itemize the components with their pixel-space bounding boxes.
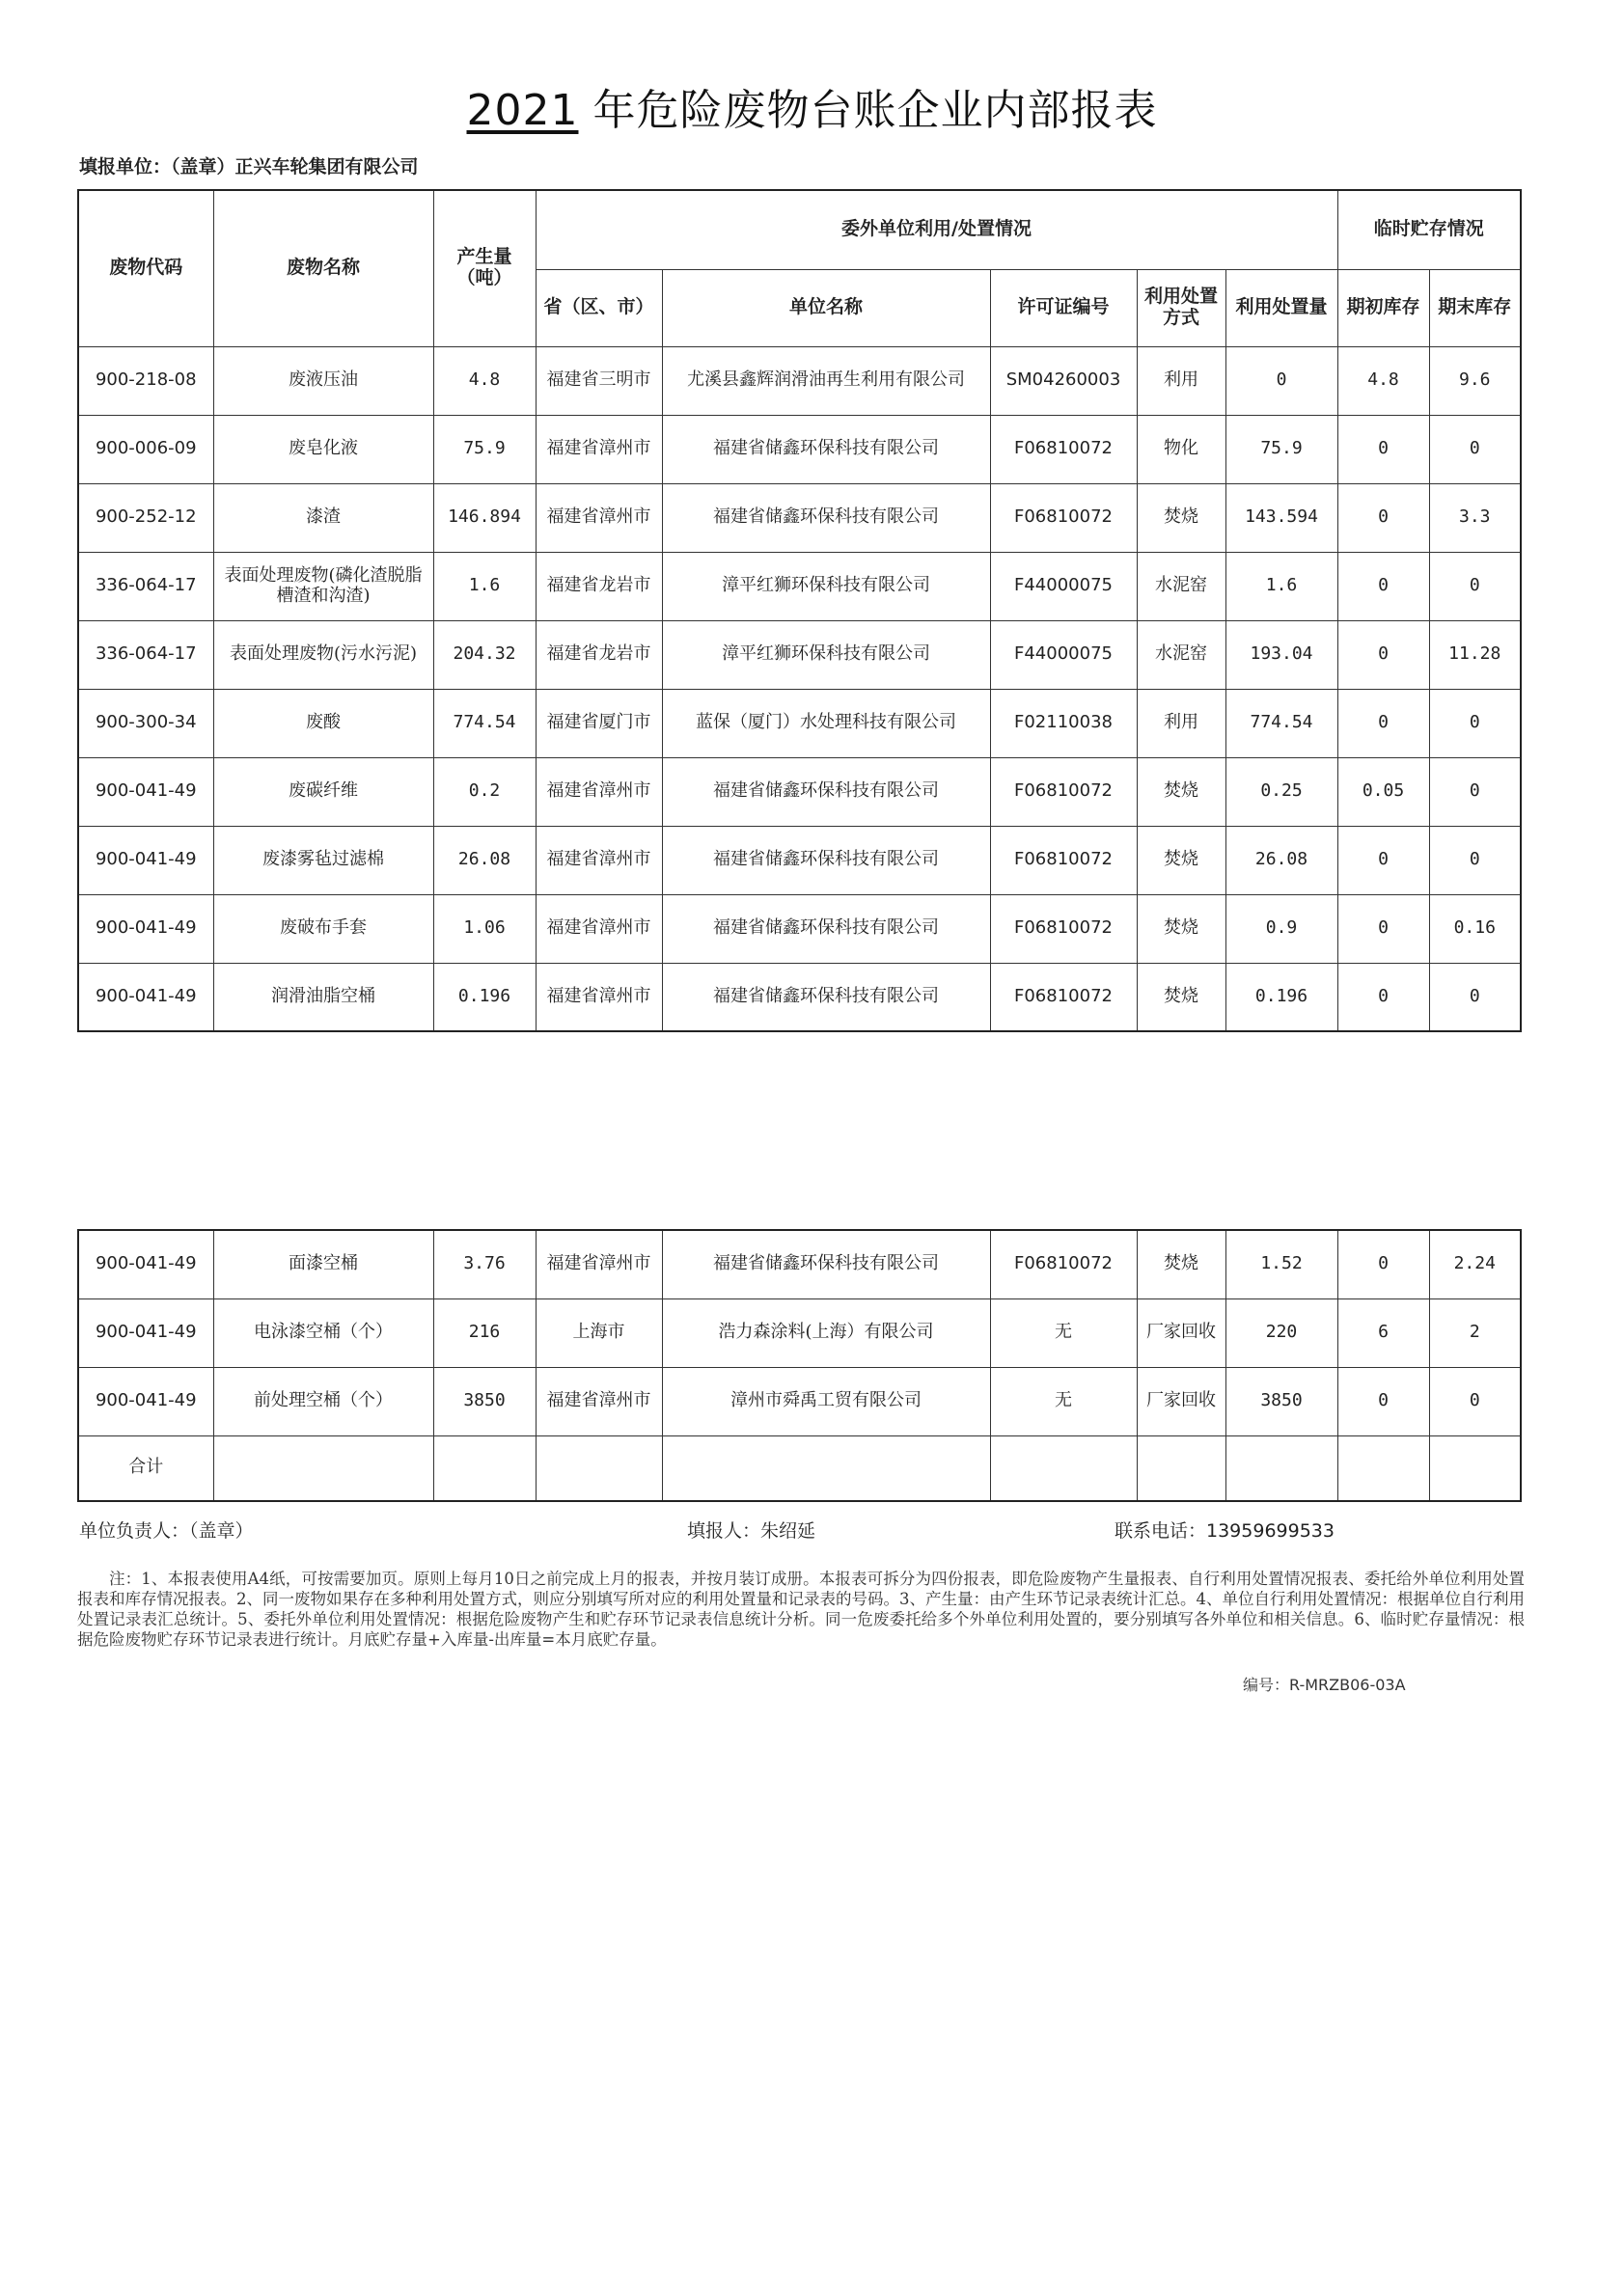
cell-end: 0 (1429, 757, 1521, 826)
ledger-table-page-2 (77, 1229, 1522, 1502)
cell-code: 336-064-17 (78, 552, 213, 620)
cell-begin: 4.8 (1337, 346, 1429, 415)
cell-end: 2.24 (1429, 1230, 1521, 1298)
cell-code: 900-041-49 (78, 826, 213, 894)
empty-cell (213, 1435, 433, 1501)
table-row (78, 415, 1521, 483)
cell-end: 0 (1429, 826, 1521, 894)
cell-method: 焚烧 (1137, 826, 1225, 894)
cell-amount: 220 (1225, 1298, 1337, 1367)
cell-name: 废液压油 (213, 346, 433, 415)
cell-amount: 1.52 (1225, 1230, 1337, 1298)
table-row (78, 1230, 1521, 1298)
cell-output: 1.6 (433, 552, 536, 620)
cell-name: 废碳纤维 (213, 757, 433, 826)
page-title (0, 75, 1624, 137)
cell-amount: 75.9 (1225, 415, 1337, 483)
cell-license: F06810072 (990, 826, 1137, 894)
cell-output: 3.76 (433, 1230, 536, 1298)
empty-cell (1225, 1435, 1337, 1501)
empty-cell (1137, 1435, 1225, 1501)
header-method: 利用处置方式 (1137, 269, 1225, 346)
empty-cell (536, 1435, 662, 1501)
header-end-stock: 期末库存 (1429, 269, 1521, 346)
header-entrust-group: 委外单位利用/处置情况 (536, 190, 1337, 269)
cell-name: 润滑油脂空桶 (213, 963, 433, 1031)
cell-method: 利用 (1137, 346, 1225, 415)
cell-province: 福建省漳州市 (536, 1230, 662, 1298)
cell-begin: 0 (1337, 483, 1429, 552)
cell-method: 焚烧 (1137, 963, 1225, 1031)
cell-amount: 0.25 (1225, 757, 1337, 826)
cell-company: 福建省储鑫环保科技有限公司 (662, 894, 990, 963)
cell-method: 厂家回收 (1137, 1367, 1225, 1435)
cell-province: 福建省漳州市 (536, 415, 662, 483)
empty-cell (1337, 1435, 1429, 1501)
cell-company: 漳平红狮环保科技有限公司 (662, 620, 990, 689)
cell-output: 3850 (433, 1367, 536, 1435)
cell-end: 0 (1429, 689, 1521, 757)
cell-company: 漳州市舜禹工贸有限公司 (662, 1367, 990, 1435)
cell-output: 0.196 (433, 963, 536, 1031)
table-row (78, 620, 1521, 689)
cell-amount: 0 (1225, 346, 1337, 415)
cell-province: 福建省漳州市 (536, 963, 662, 1031)
cell-method: 利用 (1137, 689, 1225, 757)
table-row (78, 894, 1521, 963)
cell-end: 0 (1429, 963, 1521, 1031)
header-province: 省（区、市） (536, 269, 662, 346)
cell-license: F44000075 (990, 552, 1137, 620)
cell-license: F44000075 (990, 620, 1137, 689)
form-number: 编号：R-MRZB06-03A (1243, 1676, 1406, 1694)
cell-license: F06810072 (990, 483, 1137, 552)
cell-name: 废漆雾毡过滤棉 (213, 826, 433, 894)
header-output: 产生量（吨） (433, 190, 536, 346)
cell-name: 表面处理废物(磷化渣脱脂槽渣和沟渣) (213, 552, 433, 620)
cell-province: 福建省漳州市 (536, 894, 662, 963)
cell-code: 900-252-12 (78, 483, 213, 552)
cell-end: 11.28 (1429, 620, 1521, 689)
cell-output: 216 (433, 1298, 536, 1367)
cell-name: 表面处理废物(污水污泥) (213, 620, 433, 689)
cell-company: 福建省储鑫环保科技有限公司 (662, 1230, 990, 1298)
table-row (78, 757, 1521, 826)
cell-begin: 0 (1337, 689, 1429, 757)
cell-company: 尤溪县鑫辉润滑油再生利用有限公司 (662, 346, 990, 415)
cell-company: 漳平红狮环保科技有限公司 (662, 552, 990, 620)
table-row (78, 483, 1521, 552)
cell-name: 漆渣 (213, 483, 433, 552)
cell-code: 900-041-49 (78, 1298, 213, 1367)
cell-code: 900-218-08 (78, 346, 213, 415)
cell-code: 900-006-09 (78, 415, 213, 483)
cell-license: F02110038 (990, 689, 1137, 757)
cell-method: 水泥窑 (1137, 552, 1225, 620)
notes-paragraph: 注：1、本报表使用A4纸，可按需要加页。原则上每月10日之前完成上月的报表，并按月装订成册。本报表可拆分为四份报表，即危险废物产生量报表、自行利用处置情况报表、委托给外单位利用处置报表和库存情况报表。2、同一废物如果存在多种利用处置方式，则应分别填写所对应的利用处置量和记录表的号码。3、产生量：由产生环节记录表统计汇总。4、单位自行利用处置情况：根据单位自行利用处置记录表汇总统计。5、委托外单位利用处置情况：根据危险废物产生和贮存环节记录表信息统计分析。同一危废委托给多个外单位利用处置的，要分别填写各外单位和相关信息。6、临时贮存量情况：根据危险废物贮存环节记录表进行统计。月底贮存量+入库量-出库量=本月底贮存量。 (77, 1570, 1525, 1649)
cell-begin: 0 (1337, 1367, 1429, 1435)
cell-license: F06810072 (990, 894, 1137, 963)
cell-amount: 26.08 (1225, 826, 1337, 894)
cell-output: 4.8 (433, 346, 536, 415)
header-begin-stock: 期初库存 (1337, 269, 1429, 346)
cell-name: 电泳漆空桶（个） (213, 1298, 433, 1367)
cell-begin: 0 (1337, 894, 1429, 963)
cell-amount: 1.6 (1225, 552, 1337, 620)
cell-method: 焚烧 (1137, 483, 1225, 552)
cell-license: F06810072 (990, 963, 1137, 1031)
cell-output: 26.08 (433, 826, 536, 894)
cell-begin: 0 (1337, 415, 1429, 483)
cell-code: 900-041-49 (78, 894, 213, 963)
title-text: 年危险废物台账企业内部报表 (578, 86, 1158, 135)
cell-output: 146.894 (433, 483, 536, 552)
table-row (78, 689, 1521, 757)
cell-province: 福建省厦门市 (536, 689, 662, 757)
header-company: 单位名称 (662, 269, 990, 346)
cell-amount: 193.04 (1225, 620, 1337, 689)
cell-company: 蓝保（厦门）水处理科技有限公司 (662, 689, 990, 757)
cell-province: 福建省漳州市 (536, 757, 662, 826)
cell-amount: 0.196 (1225, 963, 1337, 1031)
cell-name: 前处理空桶（个） (213, 1367, 433, 1435)
table-row (78, 1367, 1521, 1435)
empty-cell (990, 1435, 1137, 1501)
cell-end: 0 (1429, 415, 1521, 483)
cell-name: 面漆空桶 (213, 1230, 433, 1298)
cell-method: 水泥窑 (1137, 620, 1225, 689)
cell-end: 2 (1429, 1298, 1521, 1367)
cell-output: 204.32 (433, 620, 536, 689)
cell-end: 0 (1429, 1367, 1521, 1435)
cell-province: 上海市 (536, 1298, 662, 1367)
title-year: 2021 (466, 86, 579, 135)
ledger-table-page-1 (77, 189, 1522, 1032)
cell-amount: 143.594 (1225, 483, 1337, 552)
header-license: 许可证编号 (990, 269, 1137, 346)
table-row (78, 346, 1521, 415)
cell-license: F06810072 (990, 757, 1137, 826)
cell-begin: 6 (1337, 1298, 1429, 1367)
table-row (78, 552, 1521, 620)
cell-company: 福建省储鑫环保科技有限公司 (662, 757, 990, 826)
cell-method: 焚烧 (1137, 757, 1225, 826)
cell-end: 3.3 (1429, 483, 1521, 552)
empty-cell (1429, 1435, 1521, 1501)
cell-amount: 3850 (1225, 1367, 1337, 1435)
cell-method: 焚烧 (1137, 1230, 1225, 1298)
cell-code: 900-041-49 (78, 1230, 213, 1298)
cell-begin: 0 (1337, 620, 1429, 689)
cell-code: 336-064-17 (78, 620, 213, 689)
cell-company: 福建省储鑫环保科技有限公司 (662, 483, 990, 552)
table-row (78, 826, 1521, 894)
cell-begin: 0 (1337, 552, 1429, 620)
filler-name: 填报人：朱绍延 (687, 1520, 816, 1542)
cell-end: 9.6 (1429, 346, 1521, 415)
cell-license: 无 (990, 1367, 1137, 1435)
cell-company: 福建省储鑫环保科技有限公司 (662, 963, 990, 1031)
cell-amount: 774.54 (1225, 689, 1337, 757)
header-waste-code: 废物代码 (78, 190, 213, 346)
cell-begin: 0 (1337, 826, 1429, 894)
header-waste-name: 废物名称 (213, 190, 433, 346)
cell-output: 774.54 (433, 689, 536, 757)
empty-cell (662, 1435, 990, 1501)
cell-output: 75.9 (433, 415, 536, 483)
header-amount: 利用处置量 (1225, 269, 1337, 346)
header-storage-group: 临时贮存情况 (1337, 190, 1521, 269)
cell-begin: 0.05 (1337, 757, 1429, 826)
contact-phone: 联系电话：13959699533 (1115, 1520, 1335, 1542)
cell-province: 福建省龙岩市 (536, 620, 662, 689)
cell-license: SM04260003 (990, 346, 1137, 415)
cell-output: 1.06 (433, 894, 536, 963)
cell-code: 900-041-49 (78, 757, 213, 826)
cell-method: 厂家回收 (1137, 1298, 1225, 1367)
cell-method: 物化 (1137, 415, 1225, 483)
cell-name: 废破布手套 (213, 894, 433, 963)
cell-begin: 0 (1337, 963, 1429, 1031)
responsible-person: 单位负责人：（盖章） (79, 1520, 254, 1542)
cell-code: 900-041-49 (78, 1367, 213, 1435)
reporting-unit: 填报单位：（盖章）正兴车轮集团有限公司 (79, 156, 419, 178)
cell-province: 福建省漳州市 (536, 1367, 662, 1435)
table-row (78, 1298, 1521, 1367)
cell-code: 900-300-34 (78, 689, 213, 757)
cell-license: 无 (990, 1298, 1137, 1367)
cell-company: 浩力森涂料(上海）有限公司 (662, 1298, 990, 1367)
cell-begin: 0 (1337, 1230, 1429, 1298)
cell-name: 废酸 (213, 689, 433, 757)
cell-name: 废皂化液 (213, 415, 433, 483)
cell-province: 福建省三明市 (536, 346, 662, 415)
cell-method: 焚烧 (1137, 894, 1225, 963)
cell-license: F06810072 (990, 1230, 1137, 1298)
cell-company: 福建省储鑫环保科技有限公司 (662, 826, 990, 894)
cell-end: 0.16 (1429, 894, 1521, 963)
cell-province: 福建省龙岩市 (536, 552, 662, 620)
cell-amount: 0.9 (1225, 894, 1337, 963)
cell-province: 福建省漳州市 (536, 483, 662, 552)
cell-province: 福建省漳州市 (536, 826, 662, 894)
cell-output: 0.2 (433, 757, 536, 826)
empty-cell (433, 1435, 536, 1501)
cell-end: 0 (1429, 552, 1521, 620)
cell-code: 900-041-49 (78, 963, 213, 1031)
cell-license: F06810072 (990, 415, 1137, 483)
table-row (78, 963, 1521, 1031)
total-label: 合计 (78, 1435, 213, 1501)
total-row (78, 1435, 1521, 1501)
cell-company: 福建省储鑫环保科技有限公司 (662, 415, 990, 483)
